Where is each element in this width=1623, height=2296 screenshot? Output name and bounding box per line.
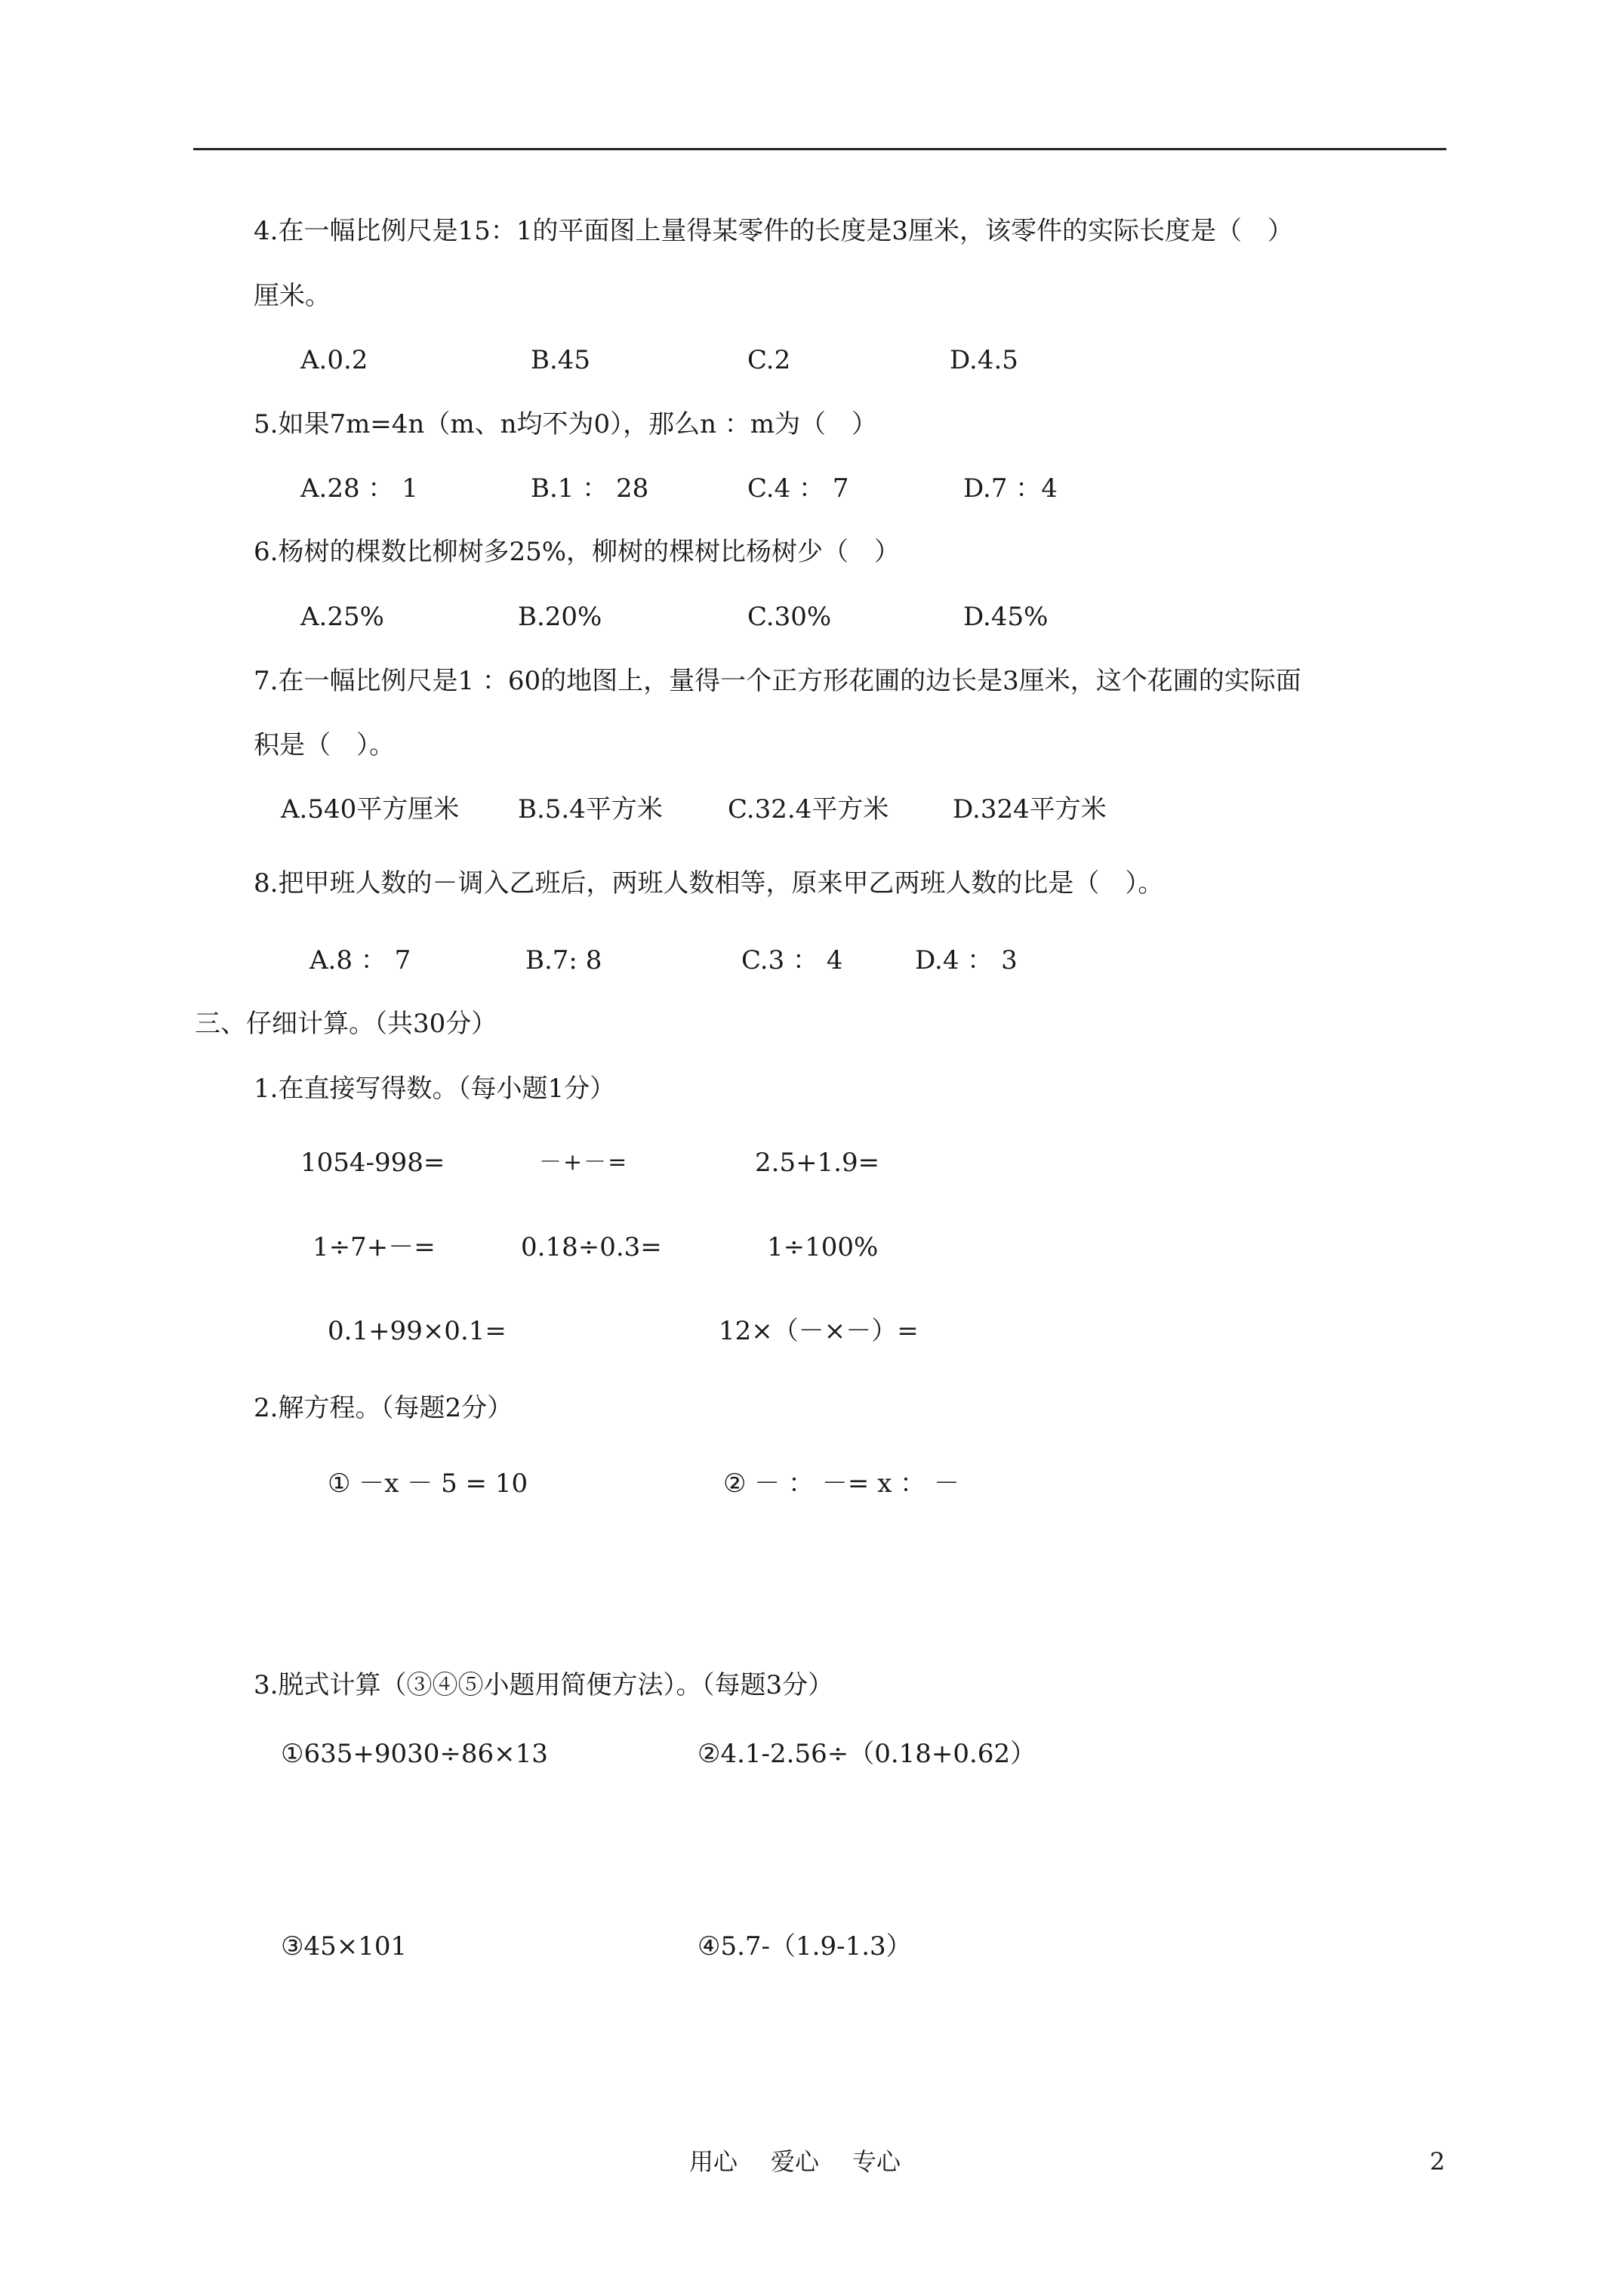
equation-item-2: ② － ： －= x ： － (723, 1469, 959, 1499)
direct-item-6: 1÷100% (767, 1232, 879, 1262)
q4-option-b: B.45 (531, 345, 591, 375)
q6-option-c: C.30% (747, 602, 832, 632)
q5-option-b: B.1 ： 28 (531, 473, 649, 504)
q8-option-d: D.4 ： 3 (915, 945, 1018, 975)
q8-option-a: A.8 ： 7 (310, 945, 411, 975)
direct-item-7: 0.1+99×0.1= (328, 1316, 507, 1346)
header-rule (193, 148, 1446, 150)
q6-stem: 6.杨树的棵数比柳树多25%，柳树的棵树比杨树少（ ） (254, 537, 901, 567)
direct-item-8: 12×（－×－）= (719, 1316, 919, 1346)
stepwise-title: 3.脱式计算（③④⑤小题用简便方法）。（每题3分） (254, 1670, 834, 1700)
q4-option-d: D.4.5 (950, 345, 1018, 375)
q7-option-c: C.32.4平方米 (728, 794, 889, 824)
q8-stem: 8.把甲班人数的－调入乙班后，两班人数相等，原来甲乙两班人数的比是（ ）。 (254, 868, 1164, 898)
footer-motto (689, 2147, 934, 2177)
q5-option-a: A.28 ： 1 (300, 473, 418, 504)
q6-option-d: D.45% (963, 602, 1049, 632)
direct-item-5: 0.18÷0.3= (521, 1232, 662, 1262)
q7-stem-cont: 积是（ ）。 (254, 730, 395, 760)
footer-motto-1: 用心 (689, 2147, 738, 2176)
page-number: 2 (1430, 2147, 1446, 2176)
q4-option-a: A.0.2 (300, 345, 368, 375)
stepwise-item-4: ④5.7-（1.9-1.3） (698, 1931, 912, 1962)
direct-item-1: 1054-998= (300, 1148, 445, 1178)
calc-direct-title: 1.在直接写得数。（每小题1分） (254, 1074, 616, 1104)
q5-stem: 5.如果7m=4n（m、n均不为0），那么n ：m为（ ） (254, 409, 878, 439)
q7-option-b: B.5.4平方米 (518, 794, 663, 824)
q5-option-c: C.4 ： 7 (747, 473, 849, 504)
q6-option-b: B.20% (518, 602, 602, 632)
q6-option-a: A.25% (300, 602, 384, 632)
q4-option-c: C.2 (747, 345, 791, 375)
q5-option-d: D.7 ：4 (963, 473, 1058, 504)
q4-stem-cont: 厘米。 (254, 281, 331, 311)
equation-item-1: ① －x － 5 = 10 (328, 1469, 528, 1499)
q8-option-b: B.7: 8 (525, 945, 602, 975)
stepwise-item-2: ②4.1-2.56÷（0.18+0.62） (698, 1739, 1036, 1769)
section3-heading: 三、仔细计算。（共30分） (195, 1009, 497, 1039)
direct-item-4: 1÷7+－= (313, 1232, 436, 1262)
q7-stem: 7.在一幅比例尺是1 ：60的地图上，量得一个正方形花圃的边长是3厘米，这个花圃的实际面 (254, 666, 1301, 696)
stepwise-item-1: ①635+9030÷86×13 (281, 1739, 548, 1769)
footer-motto-2: 爱心 (771, 2147, 820, 2176)
stepwise-item-3: ③45×101 (281, 1931, 408, 1962)
equation-title: 2.解方程。（每题2分） (254, 1393, 513, 1423)
footer-motto-3: 专心 (852, 2147, 901, 2176)
q7-option-a: A.540平方厘米 (281, 794, 460, 824)
direct-item-2: －+－= (539, 1149, 629, 1176)
q8-option-c: C.3 ： 4 (741, 945, 843, 975)
q4-stem: 4.在一幅比例尺是15：1的平面图上量得某零件的长度是3厘米，该零件的实际长度是（ ） (254, 216, 1293, 246)
q7-option-d: D.324平方米 (953, 794, 1107, 824)
direct-item-3: 2.5+1.9= (755, 1148, 880, 1178)
